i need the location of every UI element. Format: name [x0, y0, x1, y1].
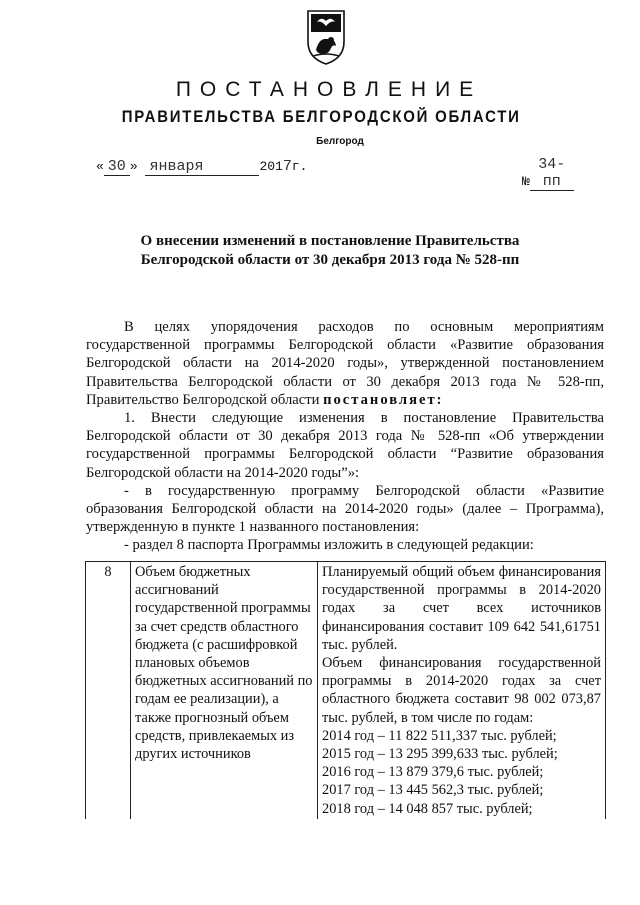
date-year-prefix: 201 — [259, 159, 283, 174]
body-paragraph-1-text: В целях упорядочения расходов по основным мероприятиям государственной программы Белгородской области «Развитие образования Белгородской области на 2014-2020 годы», утвержденной постановлением Правительства Белгородской области от 30 декабря 2013 года № 528-пп, Правительство Белгородской области — [86, 319, 604, 408]
number-value: 34-пп — [530, 156, 574, 191]
date-close-quote: » — [129, 159, 138, 174]
city-label: Белгород — [316, 136, 364, 147]
date-day: 30 — [104, 158, 130, 176]
passport-section-table — [85, 561, 606, 819]
subject-line-2: Белгородской области от 30 декабря 2013 года № 528-пп — [140, 252, 520, 268]
body-paragraph-2: 1. Внести следующие изменения в постановление Правительства Белгородской области от 30 декабря 2013 года № 528-пп «Об утверждении государственной программы Белгородской области “Развитие образования Белгородской области на 2014-2020 годы”»: — [86, 410, 604, 481]
resolves-keyword: постановляет: — [323, 391, 444, 408]
row-number-cell: 8 — [86, 562, 131, 819]
belgorod-coat-of-arms-icon — [305, 8, 347, 66]
year-item: 2018 год – 14 048 857 тыс. рублей; — [322, 800, 533, 817]
year-item: 2015 год – 13 295 399,633 тыс. рублей; — [322, 746, 558, 763]
document-number — [522, 156, 574, 191]
date-open-quote: « — [96, 159, 104, 174]
year-item: 2014 год – 11 822 511,337 тыс. рублей; — [322, 727, 557, 744]
body-paragraph-1 — [86, 318, 604, 409]
financing-total-paragraph: Планируемый общий объем финансирования государственной программы в 2014-2020 годах за счет всех источников финансирования составит 109 642 541,61751 тыс. рублей. — [322, 564, 601, 653]
document-date — [96, 158, 307, 176]
number-prefix: № — [522, 174, 530, 189]
document-subject — [100, 232, 560, 270]
date-month: января — [145, 158, 259, 176]
document-type-heading: ПОСТАНОВЛЕНИЕ — [175, 78, 483, 101]
document-body — [86, 318, 604, 555]
issuing-authority-heading: ПРАВИТЕЛЬСТВА БЕЛГОРОДСКОЙ ОБЛАСТИ — [121, 107, 521, 126]
section-name-cell: Объем бюджетных ассигнований государственной программы за счет средств областного бюджета (с расшифровкой плановых объемов бюджетных ассигнований по годам ее реализации), а также прогнозный объем средств, привлекаемых из других источников — [131, 562, 318, 819]
date-year-suffix: г. — [291, 159, 308, 174]
body-paragraph-4: - раздел 8 паспорта Программы изложить в следующей редакции: — [124, 537, 534, 554]
year-item: 2017 год – 13 445 562,3 тыс. рублей; — [322, 782, 544, 799]
date-year-digit: 7 — [282, 158, 292, 175]
financing-cell — [318, 562, 606, 819]
year-item: 2016 год – 13 879 379,6 тыс. рублей; — [322, 764, 544, 781]
financing-regional-paragraph: Объем финансирования государственной программы в 2014-2020 годах за счет областного бюджета составит 98 002 073,87 тыс. рублей, в том числе по годам: — [322, 655, 601, 726]
body-paragraph-3: - в государственную программу Белгородской области «Развитие образования Белгородской области на 2014-2020 годы» (далее – Программа), утвержденную в пункте 1 названного постановления: — [86, 482, 604, 536]
subject-line-1: О внесении изменений в постановление Правительства — [140, 233, 520, 249]
table-row — [86, 562, 606, 819]
